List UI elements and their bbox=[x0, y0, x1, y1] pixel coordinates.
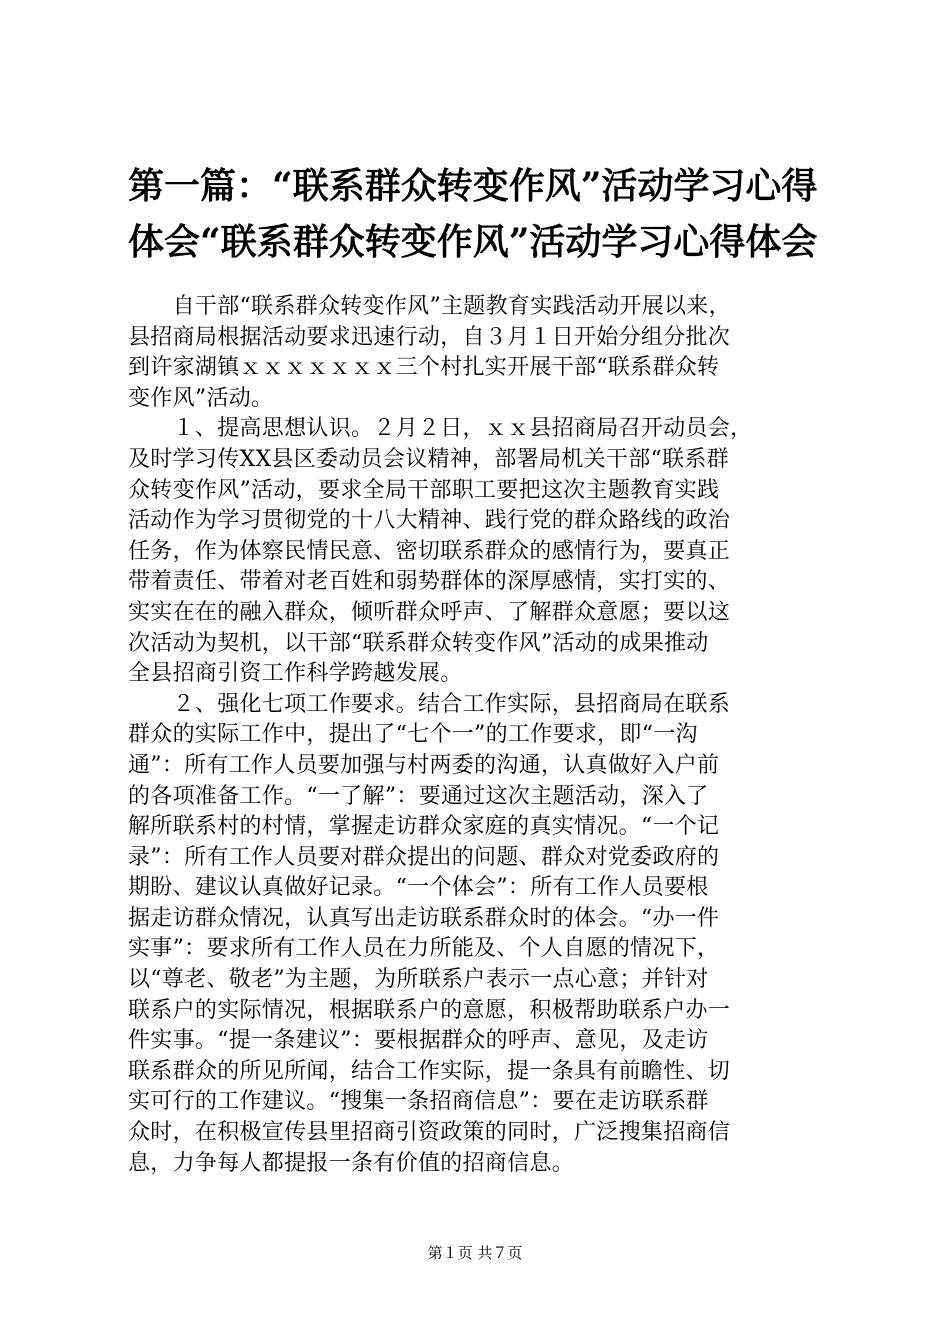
text-line: 次活动为契机，以干部“联系群众转变作风”活动的成果推动 bbox=[128, 630, 709, 656]
document-body bbox=[128, 292, 836, 1179]
text-line: 实事”：要求所有工作人员在力所能及、个人自愿的情况下， bbox=[128, 936, 720, 962]
text-line: 带着责任、带着对老百姓和弱势群体的深厚感情，实打实的、 bbox=[128, 569, 731, 595]
text-line: 件实事。“提一条建议”：要根据群众的呼声、意见，及走访 bbox=[128, 1028, 709, 1054]
text-line: 的各项准备工作。“一了解”：要通过这次主题活动，深入了 bbox=[128, 783, 709, 809]
page-footer: 第１页 共７页 bbox=[427, 1244, 523, 1262]
text-line: 实实在在的融入群众，倾听群众呼声、了解群众意愿；要以这 bbox=[128, 599, 731, 625]
text-line: 通”：所有工作人员要加强与村两委的沟通，认真做好入户前 bbox=[128, 752, 720, 778]
text-line: 县招商局根据活动要求迅速行动，自３月１日开始分组分批次 bbox=[128, 324, 731, 350]
text-line: ２、强化七项工作要求。结合工作实际，县招商局在联系 bbox=[128, 691, 731, 717]
title-line: 第一篇：“联系群众转变作风”活动学习心得 bbox=[128, 165, 818, 207]
text-line: 以“尊老、敬老”为主题，为所联系户表示一点心意；并针对 bbox=[128, 967, 709, 993]
text-line: 据走访群众情况，认真写出走访联系群众时的体会。“办一件 bbox=[128, 905, 720, 931]
text-line: 录”：所有工作人员要对群众提出的问题、群众对党委政府的 bbox=[128, 844, 720, 870]
text-line: 变作风”活动。 bbox=[128, 385, 274, 411]
text-line: 全县招商引资工作科学跨越发展。 bbox=[128, 661, 463, 687]
text-line: 息，力争每人都提报一条有价值的招商信息。 bbox=[128, 1150, 575, 1176]
text-line: 联系户的实际情况，根据联系户的意愿，积极帮助联系户办一 bbox=[128, 997, 731, 1023]
text-line: 众转变作风”活动，要求全局干部职工要把这次主题教育实践 bbox=[128, 477, 720, 503]
text-line: 活动作为学习贯彻党的十八大精神、践行党的群众路线的政治 bbox=[128, 508, 731, 534]
text-line: 任务，作为体察民情民意、密切联系群众的感情行为，要真正 bbox=[128, 538, 731, 564]
paragraph-intro bbox=[128, 292, 836, 414]
text-line: 自干部“联系群众转变作风”主题教育实践活动开展以来， bbox=[128, 294, 731, 319]
paragraph-section-2 bbox=[128, 690, 836, 1180]
title-line: 体会“联系群众转变作风”活动学习心得体会 bbox=[128, 221, 818, 263]
text-line: 群众的实际工作中，提出了“七个一”的工作要求，即“一沟 bbox=[128, 722, 698, 748]
text-line: 实可行的工作建议。“搜集一条招商信息”：要在走访联系群 bbox=[128, 1089, 709, 1115]
text-line: 及时学习传XX县区委动员会议精神，部署局机关干部“联系群 bbox=[128, 446, 729, 472]
paragraph-section-1 bbox=[128, 414, 836, 689]
text-line: 众时，在积极宣传县里招商引资政策的同时，广泛搜集招商信 bbox=[128, 1120, 731, 1146]
text-line: １、提高思想认识。２月２日，ｘｘ县招商局召开动员会， bbox=[128, 416, 753, 442]
document-title bbox=[128, 158, 848, 270]
text-line: 到许家湖镇ｘｘｘｘｘｘｘ三个村扎实开展干部“联系群众转 bbox=[128, 355, 720, 381]
text-line: 解所联系村的村情，掌握走访群众家庭的真实情况。“一个记 bbox=[128, 814, 720, 840]
text-line: 联系群众的所见所闻，结合工作实际，提一条具有前瞻性、切 bbox=[128, 1058, 731, 1084]
text-line: 期盼、建议认真做好记录。“一个体会”：所有工作人员要根 bbox=[128, 875, 709, 901]
